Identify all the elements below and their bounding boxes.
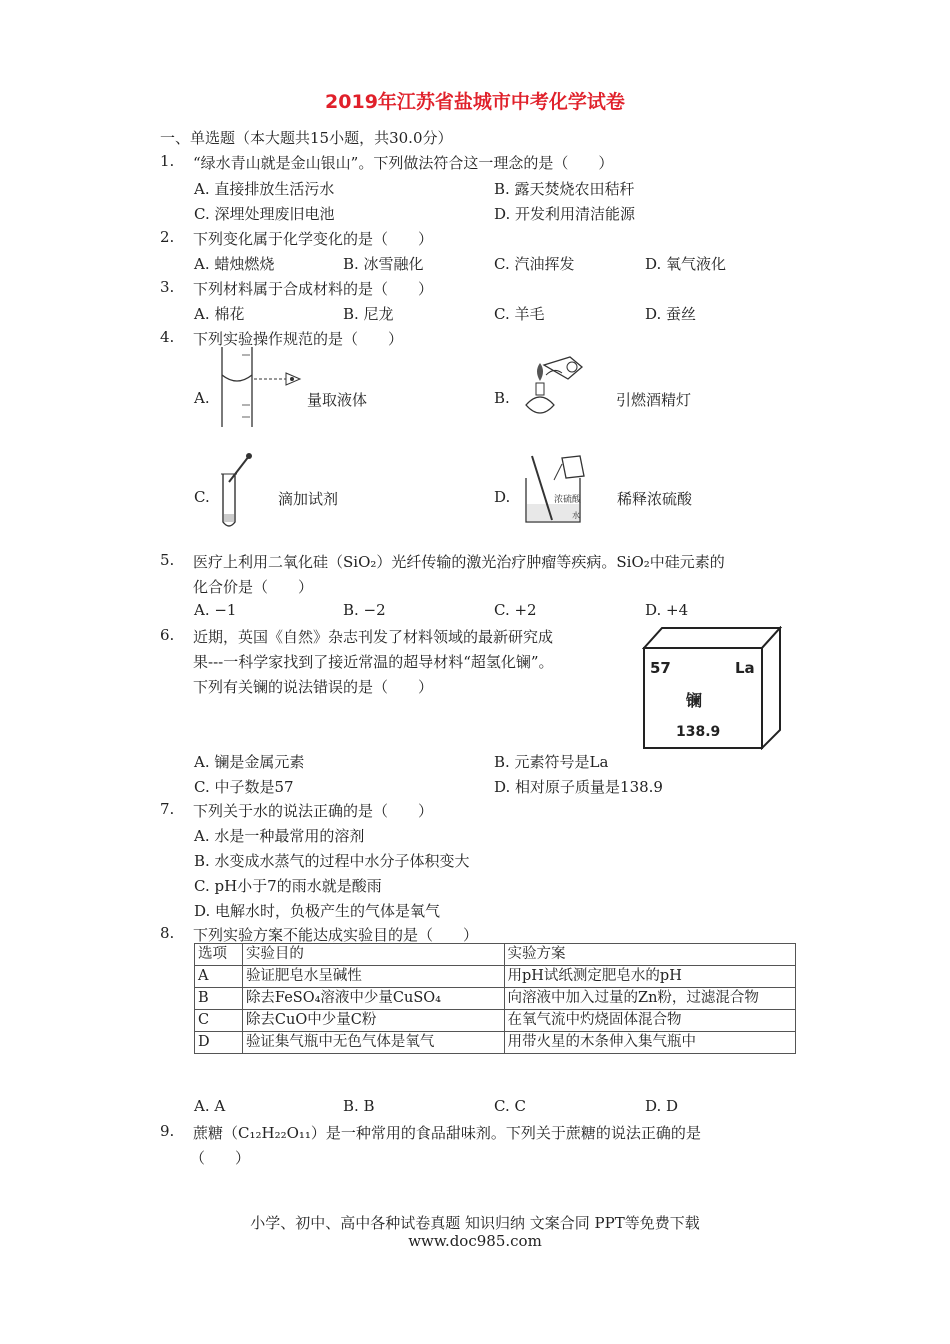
svg-text:水: 水 (572, 511, 580, 520)
table-row (195, 1010, 796, 1032)
option: C. 中子数是57 (194, 778, 294, 796)
question-stem: “绿水青山就是金山银山”。下列做法符合这一理念的是（ ） (193, 154, 614, 172)
option-letter: B. (494, 389, 510, 407)
question-stem: 医疗上利用二氧化硅（SiO₂）光纤传输的激光治疗肿瘤等疾病。SiO₂中硅元素的 (193, 553, 725, 571)
option: D. 蚕丝 (645, 305, 697, 323)
question-stem: 下列关于水的说法正确的是（ ） (193, 802, 434, 820)
option: A. 蜡烛燃烧 (194, 255, 275, 273)
question-number: 2. (160, 228, 175, 246)
option: D. 电解水时，负极产生的气体是氧气 (194, 902, 441, 920)
section-heading: 一、单选题（本大题共15小题，共30.0分） (160, 129, 453, 147)
dropper-test-tube-image (215, 452, 255, 532)
option: A. 水是一种最常用的溶剂 (194, 827, 365, 845)
question-stem: （ ） (190, 1149, 251, 1167)
table-cell: 向溶液中加入过量的Zn粉，过滤混合物 (504, 988, 796, 1010)
option: D. D (645, 1097, 679, 1115)
atomic-mass: 138.9 (676, 724, 721, 740)
table-cell: 除去FeSO₄溶液中少量CuSO₄ (242, 988, 504, 1010)
option: B. 露天焚烧农田秸秆 (494, 180, 635, 198)
option: B. −2 (343, 601, 386, 619)
table-cell: A (195, 966, 243, 988)
question-stem: 近期，英国《自然》杂志刊发了材料领域的最新研究成 (193, 628, 554, 646)
table-cell: 在氧气流中灼烧固体混合物 (504, 1010, 796, 1032)
table-row (195, 988, 796, 1010)
option: A. 镧是金属元素 (194, 753, 305, 771)
question-stem: 果---一科学家找到了接近常温的超导材料“超氢化镧”。 (193, 653, 554, 671)
question-stem: 下列材料属于合成材料的是（ ） (193, 280, 434, 298)
option: A. A (194, 1097, 226, 1115)
question-number: 1. (160, 152, 175, 170)
option-label: 滴加试剂 (278, 490, 339, 508)
option: C. 羊毛 (494, 305, 545, 323)
table-row (195, 1032, 796, 1054)
option: B. B (343, 1097, 375, 1115)
element-symbol: La (735, 659, 755, 677)
question-number: 8. (160, 924, 175, 942)
footer-text: 小学、初中、高中各种试卷真题 知识归纳 文案合同 PPT等免费下载 (250, 1214, 700, 1232)
option: B. 尼龙 (343, 305, 394, 323)
question-stem: 下列有关镧的说法错误的是（ ） (193, 678, 434, 696)
option: C. 深埋处理废旧电池 (194, 205, 335, 223)
table-header: 选项 (195, 944, 243, 966)
option-label: 稀释浓硫酸 (617, 490, 693, 508)
option-label: 量取液体 (307, 391, 368, 409)
option: D. 开发利用清洁能源 (494, 205, 636, 223)
table-header: 实验目的 (242, 944, 504, 966)
option: C. C (494, 1097, 526, 1115)
graduated-cylinder-image (212, 345, 304, 429)
question-number: 4. (160, 328, 175, 346)
atomic-number: 57 (650, 659, 671, 677)
experiment-table (194, 943, 796, 1054)
option: C. 汽油挥发 (494, 255, 575, 273)
option: B. 水变成水蒸气的过程中水分子体积变大 (194, 852, 470, 870)
option-letter: C. (194, 488, 210, 506)
option: B. 元素符号是La (494, 753, 609, 771)
table-cell: 验证肥皂水呈碱性 (242, 966, 504, 988)
option: A. 直接排放生活污水 (194, 180, 335, 198)
table-header-row (195, 944, 796, 966)
question-number: 3. (160, 278, 175, 296)
table-header: 实验方案 (504, 944, 796, 966)
question-number: 7. (160, 800, 175, 818)
dilute-sulfuric-acid-image (518, 450, 598, 530)
question-stem: 化合价是（ ） (193, 578, 314, 596)
question-number: 6. (160, 626, 175, 644)
table-cell: B (195, 988, 243, 1010)
option-letter: A. (194, 389, 210, 407)
option: D. 氧气液化 (645, 255, 727, 273)
table-cell: 验证集气瓶中无色气体是氧气 (242, 1032, 504, 1054)
footer-url[interactable]: www.doc985.com (408, 1232, 542, 1250)
option: D. +4 (645, 601, 689, 619)
table-cell: 用pH试纸测定肥皂水的pH (504, 966, 796, 988)
element-card (642, 626, 782, 750)
alcohol-lamp-image (510, 345, 590, 423)
option: B. 冰雪融化 (343, 255, 424, 273)
table-cell: 用带火星的木条伸入集气瓶中 (504, 1032, 796, 1054)
option: A. 棉花 (194, 305, 245, 323)
page-title: 2019年江苏省盐城市中考化学试卷 (325, 91, 625, 113)
option: C. pH小于7的雨水就是酸雨 (194, 877, 382, 895)
option: C. +2 (494, 601, 537, 619)
question-number: 5. (160, 551, 175, 569)
option-label: 引燃酒精灯 (616, 391, 692, 409)
table-row (195, 966, 796, 988)
question-number: 9. (160, 1122, 175, 1140)
question-stem: 下列变化属于化学变化的是（ ） (193, 230, 434, 248)
svg-text:浓硫酸: 浓硫酸 (554, 495, 582, 505)
table-cell: D (195, 1032, 243, 1054)
table-cell: C (195, 1010, 243, 1032)
table-cell: 除去CuO中少量C粉 (242, 1010, 504, 1032)
option-letter: D. (494, 488, 511, 506)
option: D. 相对原子质量是138.9 (494, 778, 663, 796)
option: A. −1 (194, 601, 237, 619)
question-stem: 蔗糖（C₁₂H₂₂O₁₁）是一种常用的食品甜味剂。下列关于蔗糖的说法正确的是 (193, 1124, 701, 1142)
question-stem: 下列实验操作规范的是（ ） (193, 330, 404, 348)
question-stem: 下列实验方案不能达成实验目的是（ ） (193, 926, 479, 944)
element-name: 镧 (686, 691, 703, 710)
